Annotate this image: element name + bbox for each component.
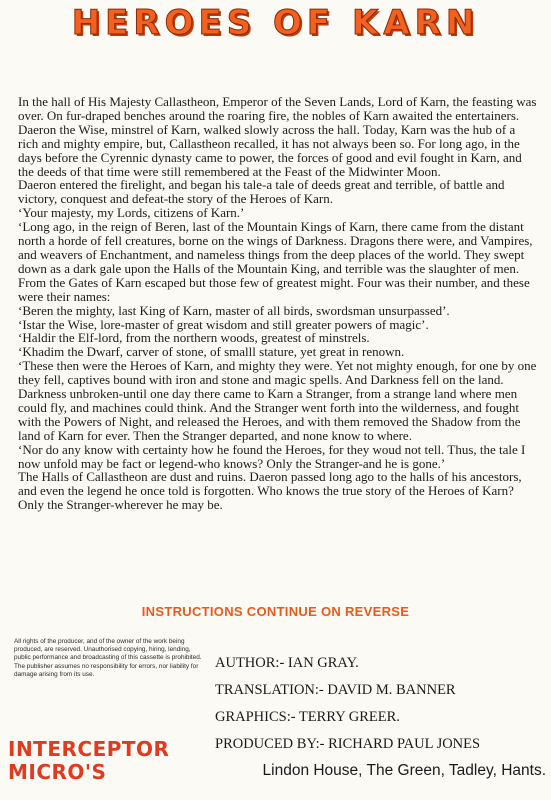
logo-line-2: MICRO'S <box>8 760 107 784</box>
story-paragraph: ‘Long ago, in the reign of Beren, last of the Mountain Kings of Karn, there came from the distant north a horde of fell creatures, borne on the wings of Darkness. Dragons there were, and Vampires, and weavers of Enchantment, and nameless things from the deep places of the world. They swept down as a dark gale upon the Halls of the Mountain King, and terrible was the slaughter of men. From the Gates of Karn escaped but those few of greatest might. Four was their number, and these were their names: <box>18 219 533 304</box>
credit-translation: TRANSLATION:- DAVID M. BANNER <box>215 682 456 698</box>
story-paragraph: Daeron entered the firelight, and began his tale-a tale of deeds great and terrible, of battle and victory, conquest and defeat-the story of the Heroes of Karn. <box>18 177 505 207</box>
credit-author: AUTHOR:- IAN GRAY. <box>215 655 359 671</box>
instructions-notice: INSTRUCTIONS CONTINUE ON REVERSE <box>141 604 410 619</box>
story-paragraph: ‘Your majesty, my Lords, citizens of Karn.’ <box>18 205 245 221</box>
story-paragraph: ‘Beren the mighty, last King of Karn, master of all birds, swordsman unsurpassed’. <box>18 302 450 318</box>
page-title: HEROES OF KARN <box>71 3 480 43</box>
credit-producer: PRODUCED BY:- RICHARD PAUL JONES <box>215 736 481 752</box>
credit-graphics: GRAPHICS:- TERRY GREER. <box>215 709 400 725</box>
story-paragraph: ‘Haldir the Elf-lord, from the northern woods, greatest of minstrels. <box>18 330 370 346</box>
story-paragraph: ‘Istar the Wise, lore-master of great wisdom and still greater powers of magic’. <box>18 316 429 332</box>
logo-line-1: INTERCEPTOR <box>8 737 170 761</box>
story-paragraph: ‘Nor do any know with certainty how he found the Heroes, for they woud not tell. Thus, the tale I now unfold may be fact or legend-who knows? Only the Stranger-and he is gone.’ <box>18 441 526 471</box>
story-paragraph: The Halls of Callastheon are dust and ruins. Daeron passed long ago to the halls of his ancestors, and even the legend he once told is forgotten. Who knows the true story of the Heroes of Karn? Only the Stranger-wherever he may be. <box>18 469 522 513</box>
story-text <box>18 95 538 512</box>
publisher-address: Lindon House, The Green, Tadley, Hants. <box>262 762 546 779</box>
rights-notice: All rights of the producer, and of the owner of the work being produced, are reserved. Unauthorised copying, hiring, lending, public performance and broadcasting of this cassette is prohibited. The publisher assumes no responsibility for errors, nor liability for damage arising from its use. <box>14 638 202 678</box>
story-paragraph: ‘These then were the Heroes of Karn, and mighty they were. Yet not mighty enough, for one by one they fell, captives bound with iron and stone and magic spells. And Darkness fell on the land. Darkness unbroken-until one day there came to Karn a Stranger, from a strange land where men could fly, and machines could think. And the Stranger went forth into the wilderness, and fought with the Powers of Night, and released the Heroes, and with them removed the Shadow from the land of Karn for ever. Then the Stranger departed, and none know to where. <box>18 358 537 443</box>
story-paragraph: In the hall of His Majesty Callastheon, Emperor of the Seven Lands, Lord of Karn, the feasting was over. On fur-draped benches around the roaring fire, the nobles of Karn awaited the entertainers. Daeron the Wise, minstrel of Karn, walked slowly across the hall. Today, Karn was the hub of a rich and mighty empire, but, Callastheon recalled, it has not always been so. For long ago, in the days before the Cyrennic dynasty came to power, the forces of good and evil fought in Karn, and the deeds of that time were still remembered at the Feast of the Midwinter Moon. <box>18 94 537 179</box>
story-paragraph: ‘Khadim the Dwarf, carver of stone, of smalll stature, yet great in renown. <box>18 344 405 360</box>
